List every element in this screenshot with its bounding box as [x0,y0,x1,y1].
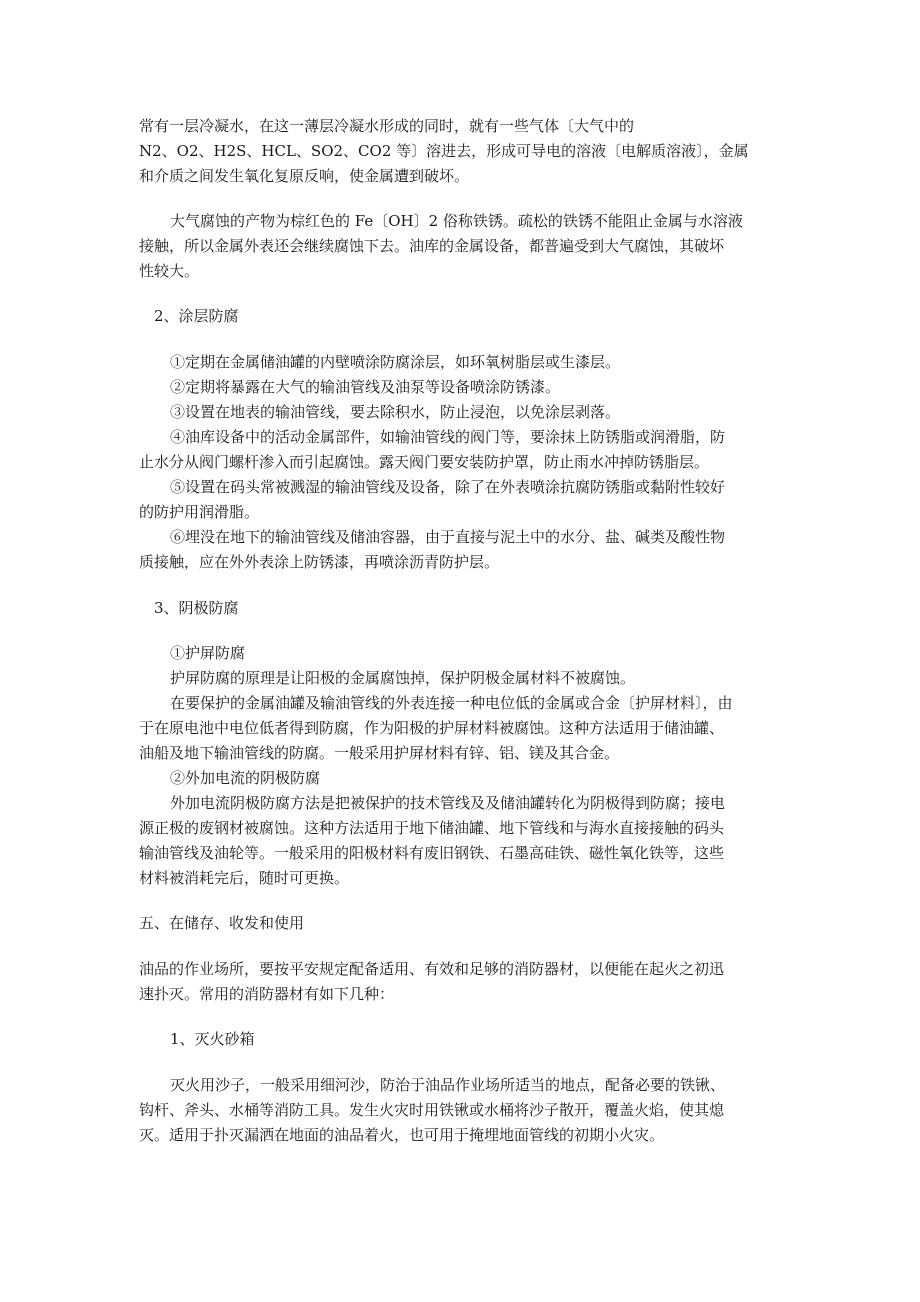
text-line: ②定期将暴露在大气的输油管线及油泵等设备喷涂防锈漆。 [170,378,561,396]
text-line: ①护屏防腐 [170,644,246,662]
text-line: 油品的作业场所，要按平安规定配备适用、有效和足够的消防器材，以便能在起火之初迅 [139,960,725,978]
text-line: 和介质之间发生氧化复原反响，使金属遭到破坏。 [139,167,470,185]
text-line: 的防护用润滑脂。 [139,503,260,521]
section-heading: 3、阴极防腐 [154,599,239,617]
text-line: 灭火用沙子，一般采用细河沙，防治于油品作业场所适当的地点，配备必要的铁锹、 [170,1076,726,1094]
text-line: 外加电流阴极防腐方法是把被保护的技术管线及及储油罐转化为阴极得到防腐；接电 [170,794,726,812]
text-line: 接触，所以金属外表还会继续腐蚀下去。油库的金属设备，都普遍受到大气腐蚀，其破坏 [139,237,725,255]
text-line: ⑤设置在码头常被溅湿的输油管线及设备，除了在外表喷涂抗腐防锈脂或黏附性较好 [170,478,726,496]
text-line: 在要保护的金属油罐及输油管线的外表连接一种电位低的金属或合金〔护屏材料〕，由 [170,694,733,712]
text-line: 速扑灭。常用的消防器材有如下几种： [139,985,395,1003]
text-line: 护屏防腐的原理是让阳极的金属腐蚀掉，保护阴极金属材料不被腐蚀。 [170,669,636,687]
text-line: ⑥埋没在地下的输油管线及储油容器，由于直接与泥土中的水分、盐、碱类及酸性物 [170,528,726,546]
section-heading: 五、在储存、收发和使用 [139,914,305,932]
text-line: ①定期在金属储油罐的内壁喷涂防腐涂层，如环氧树脂层或生漆层。 [170,353,621,371]
text-line: ③设置在地表的输油管线，要去除积水，防止浸泡，以免涂层剥落。 [170,403,621,421]
text-line: 油船及地下输油管线的防腐。一般采用护屏材料有锌、铝、镁及其合金。 [139,744,620,762]
text-line: N2、O2、H2S、HCL、SO2、CO2 等〕溶进去，形成可导电的溶液〔电解质溶液〕，金属 [139,142,749,160]
text-line: 灭。适用于扑灭漏洒在地面的油品着火，也可用于掩埋地面管线的初期小火灾。 [139,1126,665,1144]
text-line: 性较大。 [139,262,200,280]
text-line: 常有一层冷凝水，在这一薄层冷凝水形成的同时，就有一些气体〔大气中的 [139,117,635,135]
text-line: ②外加电流的阴极防腐 [170,769,321,787]
text-line: 大气腐蚀的产物为棕红色的 Fe〔OH〕2 俗称铁锈。疏松的铁锈不能阻止金属与水溶液 [170,212,743,230]
text-line: 止水分从阀门螺杆渗入而引起腐蚀。露天阀门要安装防护罩，防止雨水冲掉防锈脂层。 [139,453,710,471]
text-line: 源正极的废钢材被腐蚀。这种方法适用于地下储油罐、地下管线和与海水直接接触的码头 [139,819,725,837]
section-heading: 2、涂层防腐 [154,307,239,325]
text-line: 质接触，应在外外表涂上防锈漆，再喷涂沥青防护层。 [139,553,500,571]
section-heading: 1、灭火砂箱 [170,1030,255,1048]
text-line: 输油管线及油轮等。一般采用的阳极材料有废旧钢铁、石墨高硅铁、磁性氧化铁等，这些 [139,844,725,862]
text-line: 材料被消耗完后，随时可更换。 [139,869,350,887]
text-line: ④油库设备中的活动金属部件，如输油管线的阀门等，要涂抹上防锈脂或润滑脂，防 [170,428,726,446]
text-line: 于在原电池中电位低者得到防腐，作为阳极的护屏材料被腐蚀。这种方法适用于储油罐、 [139,719,725,737]
text-line: 钩杆、斧头、水桶等消防工具。发生火灾时用铁锹或水桶将沙子散开，覆盖火焰，使其熄 [139,1101,725,1119]
